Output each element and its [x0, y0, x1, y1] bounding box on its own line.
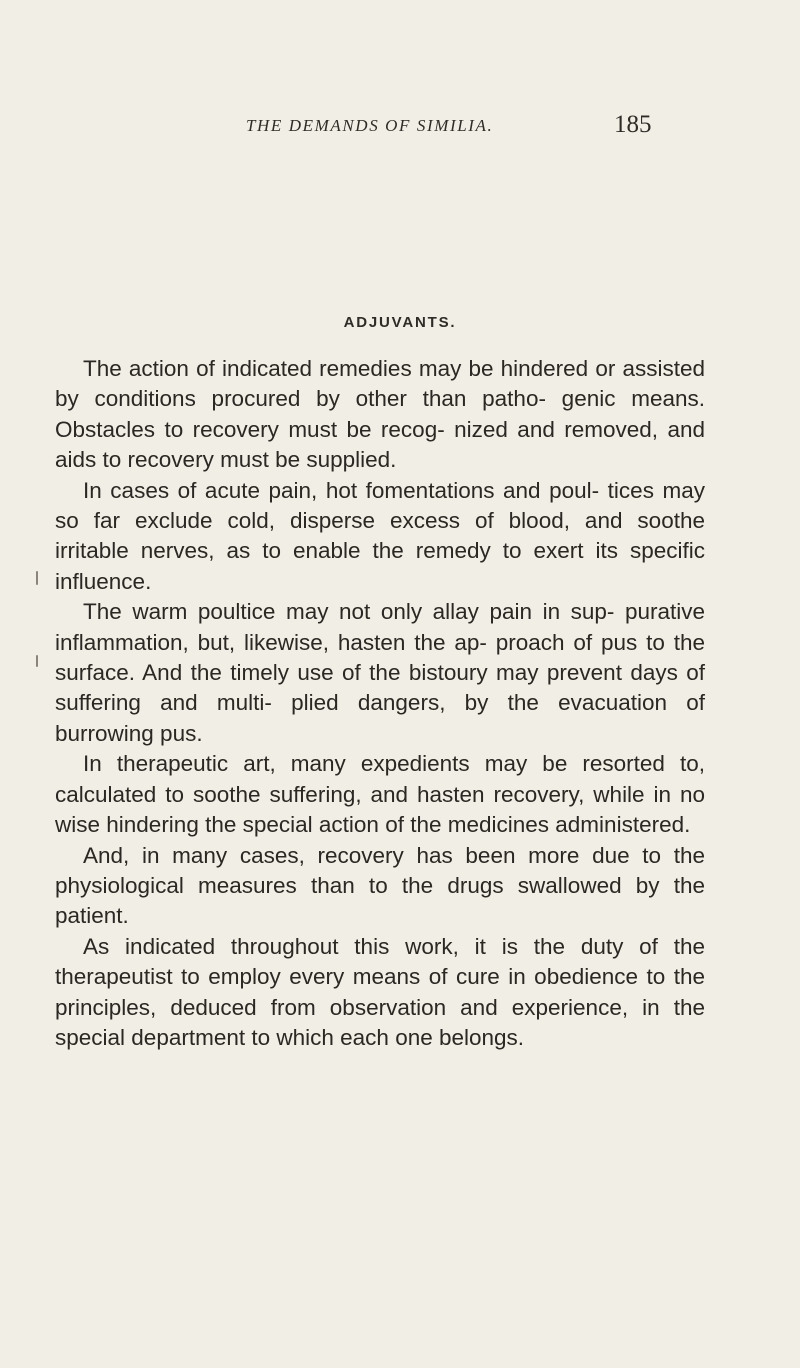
section-heading: ADJUVANTS. — [343, 314, 457, 331]
margin-scan-mark-lower — [36, 655, 38, 667]
body-text — [55, 354, 705, 1053]
paragraph-3: The warm poultice may not only allay pain in sup- purative inflammation, but, likewise, hasten the ap- proach of pus to the surface. And the timely use of the bistoury may prevent days of suffering and multi- plied dangers, by the evacuation of burrowing pus. — [55, 599, 705, 746]
paragraph-5: And, in many cases, recovery has been more due to the physiological measures than to the drugs swallowed by the patient. — [55, 842, 705, 929]
paragraph-6: As indicated throughout this work, it is the duty of the therapeutist to employ every means of cure in obedience to the principles, deduced from observation and experience, in the special department to which each one belongs. — [55, 933, 705, 1050]
running-head — [0, 112, 800, 142]
margin-scan-mark-upper — [36, 571, 38, 585]
paragraph-1: The action of indicated remedies may be hindered or assisted by conditions procured by other than patho- genic means. Obstacles to recovery must be recog- nized and removed, and aids to recovery must be supplied. — [55, 356, 705, 473]
paragraph-2: In cases of acute pain, hot fomentations and poul- tices may so far exclude cold, disperse excess of blood, and soothe irritable nerves, as to enable the remedy to exert its specific influence. — [55, 477, 705, 594]
page-number: 185 — [614, 111, 652, 138]
paragraph-4: In therapeutic art, many expedients may be resorted to, calculated to soothe suffering, and hasten recovery, while in no wise hindering the special action of the medicines administered. — [55, 751, 705, 838]
running-title: THE DEMANDS OF SIMILIA. — [246, 116, 494, 135]
